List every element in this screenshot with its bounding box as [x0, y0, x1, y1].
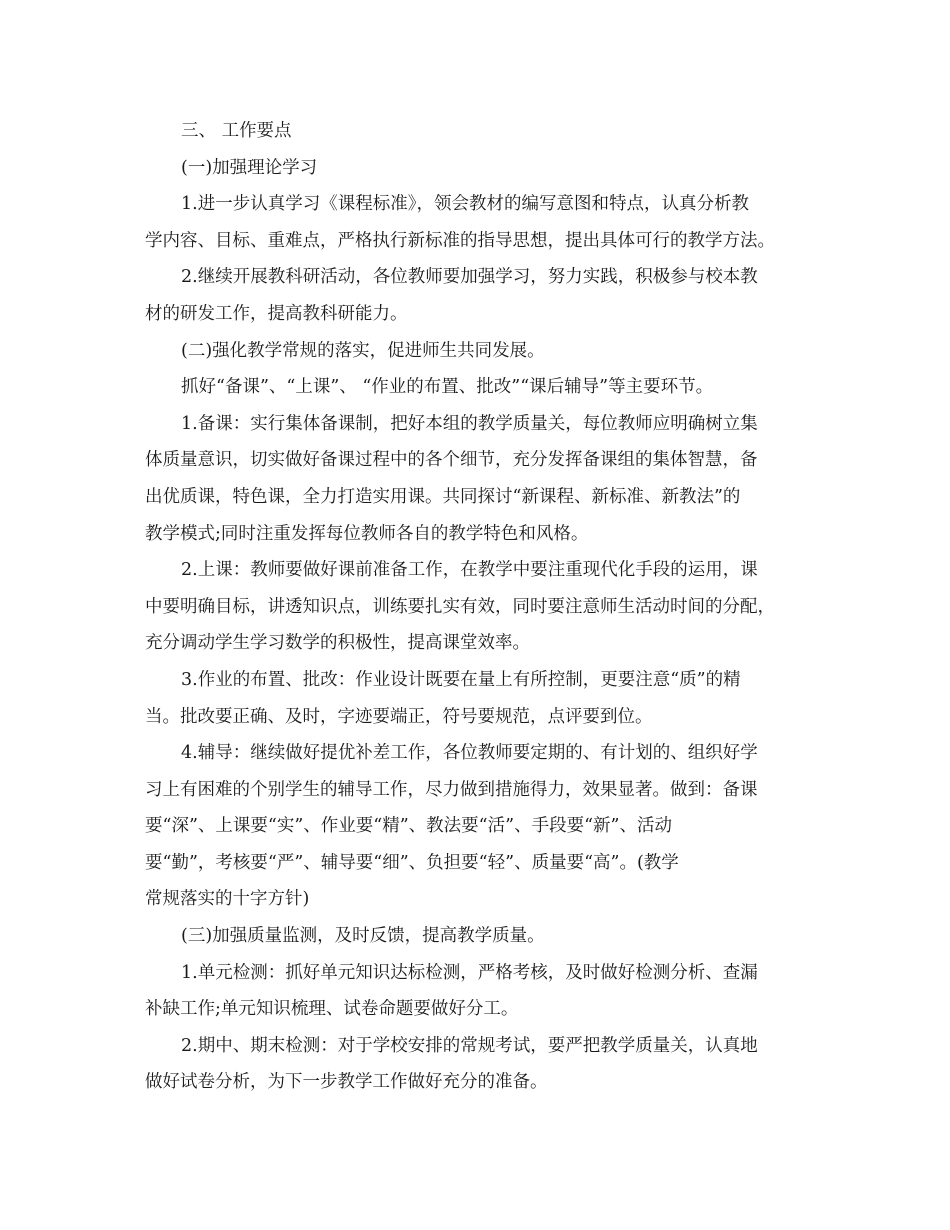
paragraph-line: 要“勤”，考核要“严”、辅导要“细”、负担要“轻”、质量要“高”。(教学: [145, 852, 679, 873]
section-heading: 三、 工作要点: [181, 121, 292, 141]
paragraph-line: 3.作业的布置、批改：作业设计既要在量上有所控制，更要注意“质”的精: [181, 669, 741, 690]
paragraph-line: 充分调动学生学习数学的积极性，提高课堂效率。: [145, 633, 530, 654]
paragraph-line: 当。批改要正确、及时，字迹要端正，符号要规范，点评要到位。: [145, 706, 653, 727]
subsection-heading: (二)强化教学常规的落实，促进师生共同发展。: [181, 340, 545, 361]
paragraph-line: 1.进一步认真学习《课程标准》，领会教材的编写意图和特点，认真分析教: [181, 194, 749, 215]
document-body: [145, 113, 810, 1101]
paragraph-line: 要“深”、上课要“实”、作业要“精”、教法要“活”、手段要“新”、活动: [145, 816, 672, 837]
paragraph-line: 中要明确目标，讲透知识点，训练要扎实有效，同时要注意师生活动时间的分配，: [145, 596, 775, 617]
paragraph-line: 1.备课：实行集体备课制，把好本组的教学质量关，每位教师应明确树立集: [181, 413, 758, 434]
paragraph-line: 常规落实的十字方针): [145, 889, 310, 910]
paragraph-line: 出优质课，特色课，全力打造实用课。共同探讨“新课程、新标准、新教法”的: [145, 486, 741, 507]
paragraph-line: 2.继续开展教科研活动，各位教师要加强学习，努力实践，积极参与校本教: [181, 267, 758, 288]
paragraph-line: 4.辅导：继续做好提优补差工作，各位教师要定期的、有计划的、组织好学: [181, 743, 758, 764]
paragraph-line: 1.单元检测：抓好单元知识达标检测，严格考核，及时做好检测分析、查漏: [181, 962, 758, 983]
paragraph-line: 抓好“备课”、“上课”、 “作业的布置、批改”“课后辅导”等主要环节。: [181, 377, 714, 398]
paragraph-line: 做好试卷分析，为下一步教学工作做好充分的准备。: [145, 1072, 548, 1093]
subsection-heading: (一)加强理论学习: [181, 157, 318, 178]
paragraph-line: 材的研发工作，提高教科研能力。: [145, 303, 408, 324]
paragraph-line: 习上有困难的个别学生的辅导工作，尽力做到措施得力，效果显著。做到：备课: [145, 779, 758, 800]
paragraph-line: 2.期中、期末检测：对于学校安排的常规考试，要严把教学质量关，认真地: [181, 1035, 758, 1056]
paragraph-line: 补缺工作;单元知识梳理、试卷命题要做好分工。: [145, 999, 519, 1020]
paragraph-line: 教学模式;同时注重发挥每位教师各自的教学特色和风格。: [145, 523, 589, 544]
paragraph-line: 2.上课：教师要做好课前准备工作，在教学中要注重现代化手段的运用，课: [181, 560, 758, 581]
paragraph-line: 学内容、目标、重难点，严格执行新标准的指导思想，提出具体可行的教学方法。: [145, 230, 775, 251]
subsection-heading: (三)加强质量监测，及时反馈，提高教学质量。: [181, 926, 545, 947]
paragraph-line: 体质量意识，切实做好备课过程中的各个细节，充分发挥备课组的集体智慧，备: [145, 450, 758, 471]
